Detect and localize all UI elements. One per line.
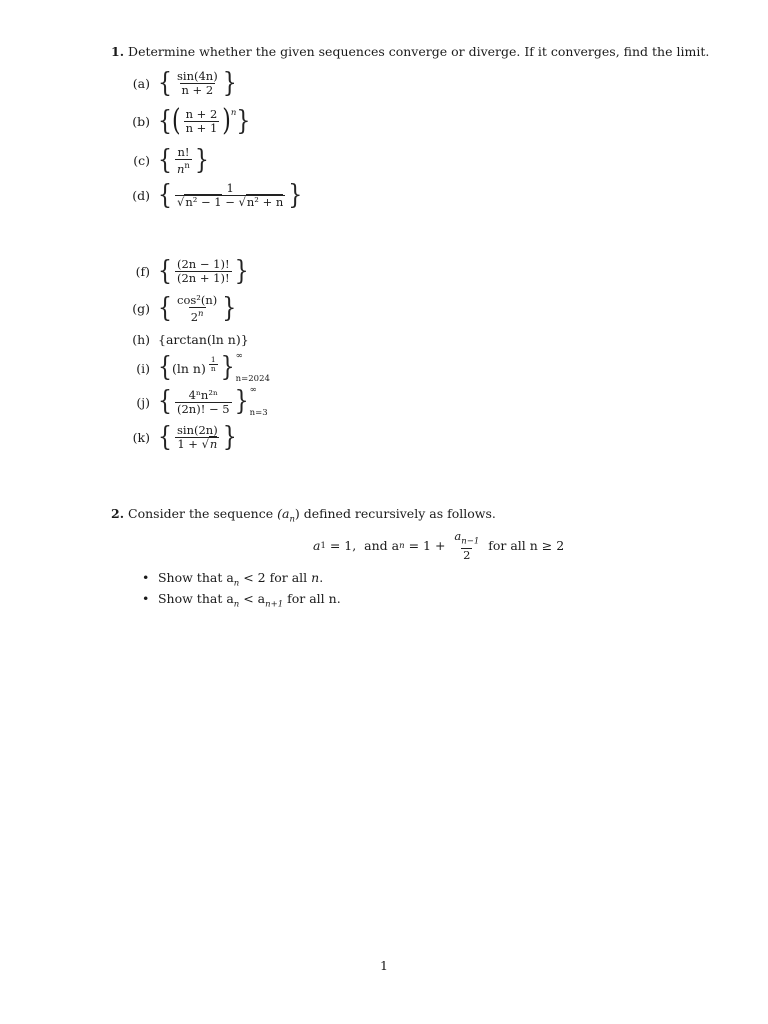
expression: {arctan(ln n)} [158,332,249,347]
recursive-formula: a 1 = 1, and a n = 1 + $\frac{a_{n-1}}{2}$ for all n ≥ 2 [313,529,565,563]
item-g: (g) { $\frac{\text{cos²(n)}}{2^n}$ } [124,294,236,324]
bullet-item: • Show that $a_n < 2$ for all n. [142,570,324,589]
fraction: $\frac{(2n - 1)!}{(2n + 1)!}$ [177,257,230,285]
expression: (ln n) [172,360,206,376]
fraction: $\frac{\text{cos²(n)}}{2^n}$ [177,293,218,324]
question-1-text: Determine whether the given sequences converge or diverge. If it converges, find the limit. [128,44,710,59]
item-c: (c) { $\frac{n!}{n^n}$ } [124,146,209,176]
fraction: $\frac{n + 2}{n + 1}$ [185,107,218,135]
index-limits: ∞ n=2024 [235,351,270,384]
exponent-fraction: $\frac{1}{n}$ [210,355,216,373]
fraction: $\frac{n!}{n^n}$ [177,145,190,176]
question-2-prompt: 2. Consider the sequence $(a_n)$ defined recursively as follows. [111,506,496,525]
fraction: $\frac{\text{4ⁿn²ⁿ}}{(2n)! - 5}$ [177,387,230,416]
fraction: $\frac{a_{n-1}}{2}$ [454,529,480,563]
item-label: (g) [132,301,150,317]
bullet-item: • Show that $a_n < a_{n+1}$ for all n. [142,591,341,610]
item-j: (j) { $\frac{\text{4ⁿn²ⁿ}}{(2n)! - 5}$ } ∞ n=3 [124,386,268,418]
item-label: (f) [135,264,150,279]
item-d: (d) { $\frac{1}{\text{√n² − 1 − √n² + n}}$ } [124,182,302,209]
item-label: (b) [132,114,150,129]
index-limits: ∞ n=3 [249,385,268,418]
question-2-number: 2. [111,506,125,521]
item-i: (i) { (ln n) $\frac{1}{n}$ } ∞ n=2024 [124,352,270,384]
item-f: (f) { $\frac{(2n - 1)!}{(2n + 1)!}$ } [124,258,249,285]
question-1-prompt [111,44,709,60]
page-number: 1 [380,958,388,973]
fraction: $\frac{\sin(4n)}{n + 2}$ [177,69,218,97]
item-label: (i) [136,360,150,376]
item-label: (a) [132,76,150,91]
exponent: n [230,108,237,118]
item-label: (c) [133,153,150,169]
item-label: (j) [136,394,150,410]
item-label: (h) [132,332,150,347]
item-label: (d) [132,188,150,203]
item-b: (b) { ( $\frac{n + 2}{n + 1}$ ) n } [124,108,250,135]
fraction: $\frac{\sin(2n)}{1 + √n}$ [177,423,218,451]
item-label: (k) [132,430,150,445]
item-a: (a) { $\frac{\sin(4n)}{n + 2}$ } [124,70,237,97]
item-h [124,332,249,347]
item-k: (k) { $\frac{\sin(2n)}{1 + √n}$ } [124,424,237,451]
fraction: $\frac{1}{\text{√n² − 1 − √n² + n}}$ [177,181,284,209]
question-1-number: 1. [111,44,125,59]
